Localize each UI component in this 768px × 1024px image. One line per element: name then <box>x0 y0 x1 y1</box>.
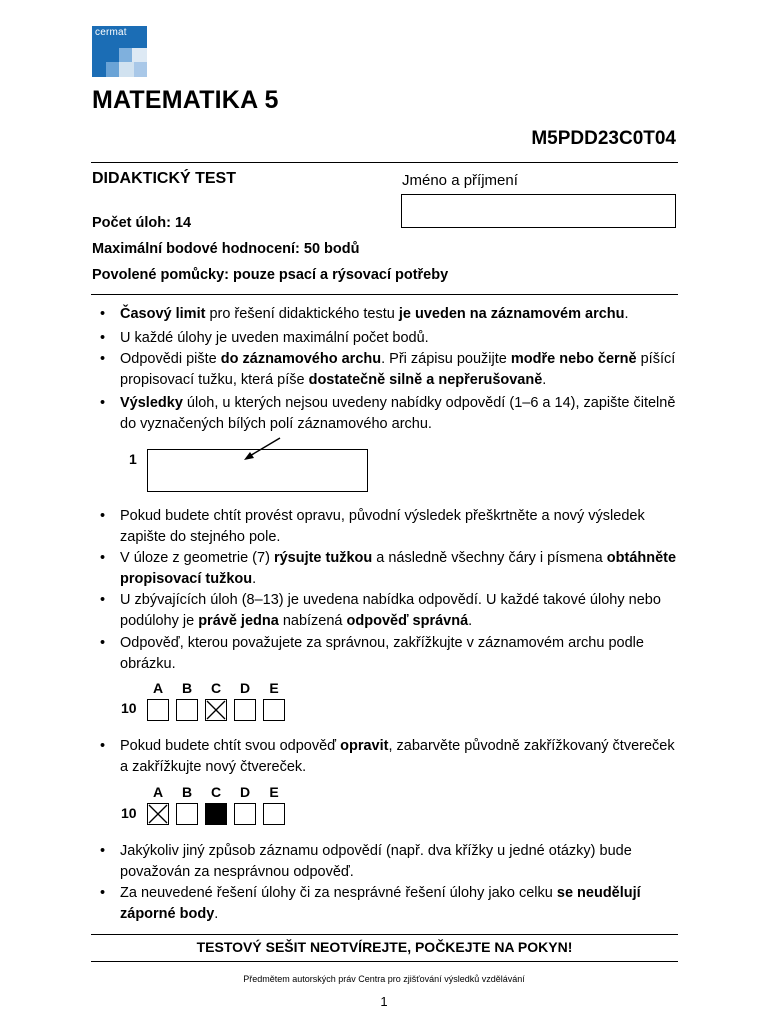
option-checkbox-a[interactable] <box>147 803 169 825</box>
logo-text: cermat <box>95 27 127 38</box>
text-run: nabízená <box>278 612 347 629</box>
option-letter-b: B <box>181 784 193 800</box>
option-letter-e: E <box>269 784 279 800</box>
notice-banner: TESTOVÝ SEŠIT NEOTVÍREJTE, POČKEJTE NA POKYN! <box>91 934 678 962</box>
text-run: Za neuvedené řešení úlohy či za nesprávné řešení úlohy jako celku <box>120 885 557 901</box>
page-number: 1 <box>380 994 388 1009</box>
text-run: pro řešení didaktického testu <box>205 306 399 322</box>
emphasis-text: Výsledky <box>120 395 183 411</box>
emphasis-text: rýsujte tužkou <box>273 550 373 566</box>
list-item: • Pokud budete chtít svou odpověď opravit, zabarvěte původně zakřížkovaný čtvereček a zakřížkujte nový čtvereček. <box>100 738 675 775</box>
option-letter-b: B <box>181 680 193 696</box>
emphasis-text: dostatečně silně a nepřerušovaně <box>308 371 543 388</box>
text-run: Odpovědi pište <box>120 351 221 367</box>
text-run: píšící propisovací tužku, která píše <box>120 351 676 388</box>
text-run: . Při zápisu použijte <box>381 351 511 367</box>
option-letter-d: D <box>239 680 251 696</box>
emphasis-text: právě jedna <box>198 612 279 629</box>
test-code: M5PDD23C0T04 <box>531 128 676 149</box>
cross-mark-icon <box>148 804 168 824</box>
list-item: • Za neuvedené řešení úlohy či za nesprávné řešení úlohy jako celku se neudělují záporné body. <box>100 885 641 922</box>
text-run: V úloze z geometrie (7) <box>120 550 274 566</box>
tasks-count: Počet úloh: 14 <box>92 215 192 231</box>
example3-row-number: 10 <box>121 805 137 821</box>
name-label: Jméno a příjmení <box>402 172 518 189</box>
cross-mark-icon <box>206 700 226 720</box>
option-checkbox-a[interactable] <box>147 699 169 721</box>
emphasis-text: se neudělují záporné body <box>120 885 641 922</box>
example2-row-number: 10 <box>121 700 137 716</box>
allowed-tools: Povolené pomůcky: pouze psací a rýsovací potřeby <box>92 267 449 283</box>
emphasis-text: opravit <box>340 738 389 754</box>
list-item: • U každé úlohy je uveden maximální počet bodů. <box>100 330 429 346</box>
option-checkbox-c[interactable] <box>205 803 227 825</box>
list-item: • Odpovědi pište do záznamového archu. Při zápisu použijte modře nebo černě píšící propisovací tužku, která píše dostatečně silně a nepřerušovaně. <box>100 351 676 388</box>
option-checkbox-b[interactable] <box>176 699 198 721</box>
option-checkbox-c[interactable] <box>205 699 227 721</box>
text-run: Jakýkoliv jiný způsob záznamu odpovědí (např. dva křížky u jedné otázky) bude považován za nesprávnou odpověď. <box>120 843 632 880</box>
list-item: • Jakýkoliv jiný způsob záznamu odpovědí (např. dva křížky u jedné otázky) bude považován za nesprávnou odpověď. <box>100 843 632 880</box>
list-item: • Pokud budete chtít provést opravu, původní výsledek přeškrtněte a nový výsledek zapište do stejného pole. <box>100 508 645 545</box>
emphasis-text: do záznamového archu <box>220 351 382 367</box>
text-run: U zbývajících úloh (8–13) je uvedena nabídka odpovědí. U každé takové úlohy nebo podúlohy je <box>120 592 661 629</box>
option-letter-d: D <box>239 784 251 800</box>
test-heading: DIDAKTICKÝ TEST <box>92 170 236 187</box>
option-checkbox-d[interactable] <box>234 699 256 721</box>
option-letter-c: C <box>210 784 222 800</box>
divider <box>91 294 678 295</box>
emphasis-text: modře nebo černě <box>510 351 637 367</box>
text-run: Pokud budete chtít provést opravu, původní výsledek přeškrtněte a nový výsledek zapište do stejného pole. <box>120 508 645 545</box>
list-item: • Časový limit pro řešení didaktického testu je uveden na záznamovém archu. <box>100 306 629 322</box>
text-run: úloh, u kterých nejsou uvedeny nabídky odpovědí (1–6 a 14), zapište čitelně do vyznačených bílých polí záznamového archu. <box>120 395 676 432</box>
text-run: . <box>624 306 629 322</box>
option-checkbox-e[interactable] <box>263 803 285 825</box>
text-run: . <box>214 905 219 922</box>
option-letter-e: E <box>269 680 279 696</box>
option-checkbox-b[interactable] <box>176 803 198 825</box>
text-run: U každé úlohy je uveden maximální počet bodů. <box>120 330 429 346</box>
list-item: • U zbývajících úloh (8–13) je uvedena nabídka odpovědí. U každé takové úlohy nebo podúlohy je právě jedna nabízená odpověď správná. <box>100 592 661 629</box>
option-letter-c: C <box>210 680 222 696</box>
page-title: MATEMATIKA 5 <box>92 86 279 114</box>
text-run: . <box>252 570 257 587</box>
text-run: . <box>468 612 473 629</box>
example-task-number: 1 <box>129 451 137 467</box>
option-letter-a: A <box>152 680 164 696</box>
option-letter-a: A <box>152 784 164 800</box>
list-item: • V úloze z geometrie (7) rýsujte tužkou a následně všechny čáry i písmena obtáhněte propisovací tužkou. <box>100 550 677 587</box>
max-points: Maximální bodové hodnocení: 50 bodů <box>92 241 360 257</box>
copyright-text: Předmětem autorských práv Centra pro zjišťování výsledků vzdělávání <box>243 974 525 984</box>
emphasis-text: obtáhněte propisovací tužkou <box>120 550 677 587</box>
text-run: a následně všechny čáry i písmena <box>372 550 607 566</box>
text-run: Odpověď, kterou považujete za správnou, zakřížkujte v záznamovém archu podle obrázku. <box>120 635 644 672</box>
pointer-arrow-icon <box>240 436 284 462</box>
list-item: • Výsledky úloh, u kterých nejsou uvedeny nabídky odpovědí (1–6 a 14), zapište čitelně do vyznačených bílých polí záznamového archu. <box>100 395 676 432</box>
option-checkbox-e[interactable] <box>263 699 285 721</box>
emphasis-text: je uveden na záznamovém archu <box>398 306 625 322</box>
list-item: • Odpověď, kterou považujete za správnou, zakřížkujte v záznamovém archu podle obrázku. <box>100 635 644 672</box>
text-run: . <box>542 371 547 388</box>
text-run: Pokud budete chtít svou odpověď <box>120 738 341 754</box>
text-run: , zabarvěte původně zakřížkovaný čtvereček a zakřížkujte nový čtvereček. <box>120 738 675 775</box>
name-field[interactable] <box>401 194 676 228</box>
emphasis-text: odpověď správná <box>346 612 469 629</box>
option-checkbox-d[interactable] <box>234 803 256 825</box>
divider <box>91 162 678 163</box>
emphasis-text: Časový limit <box>120 306 206 322</box>
cermat-logo <box>92 26 147 77</box>
